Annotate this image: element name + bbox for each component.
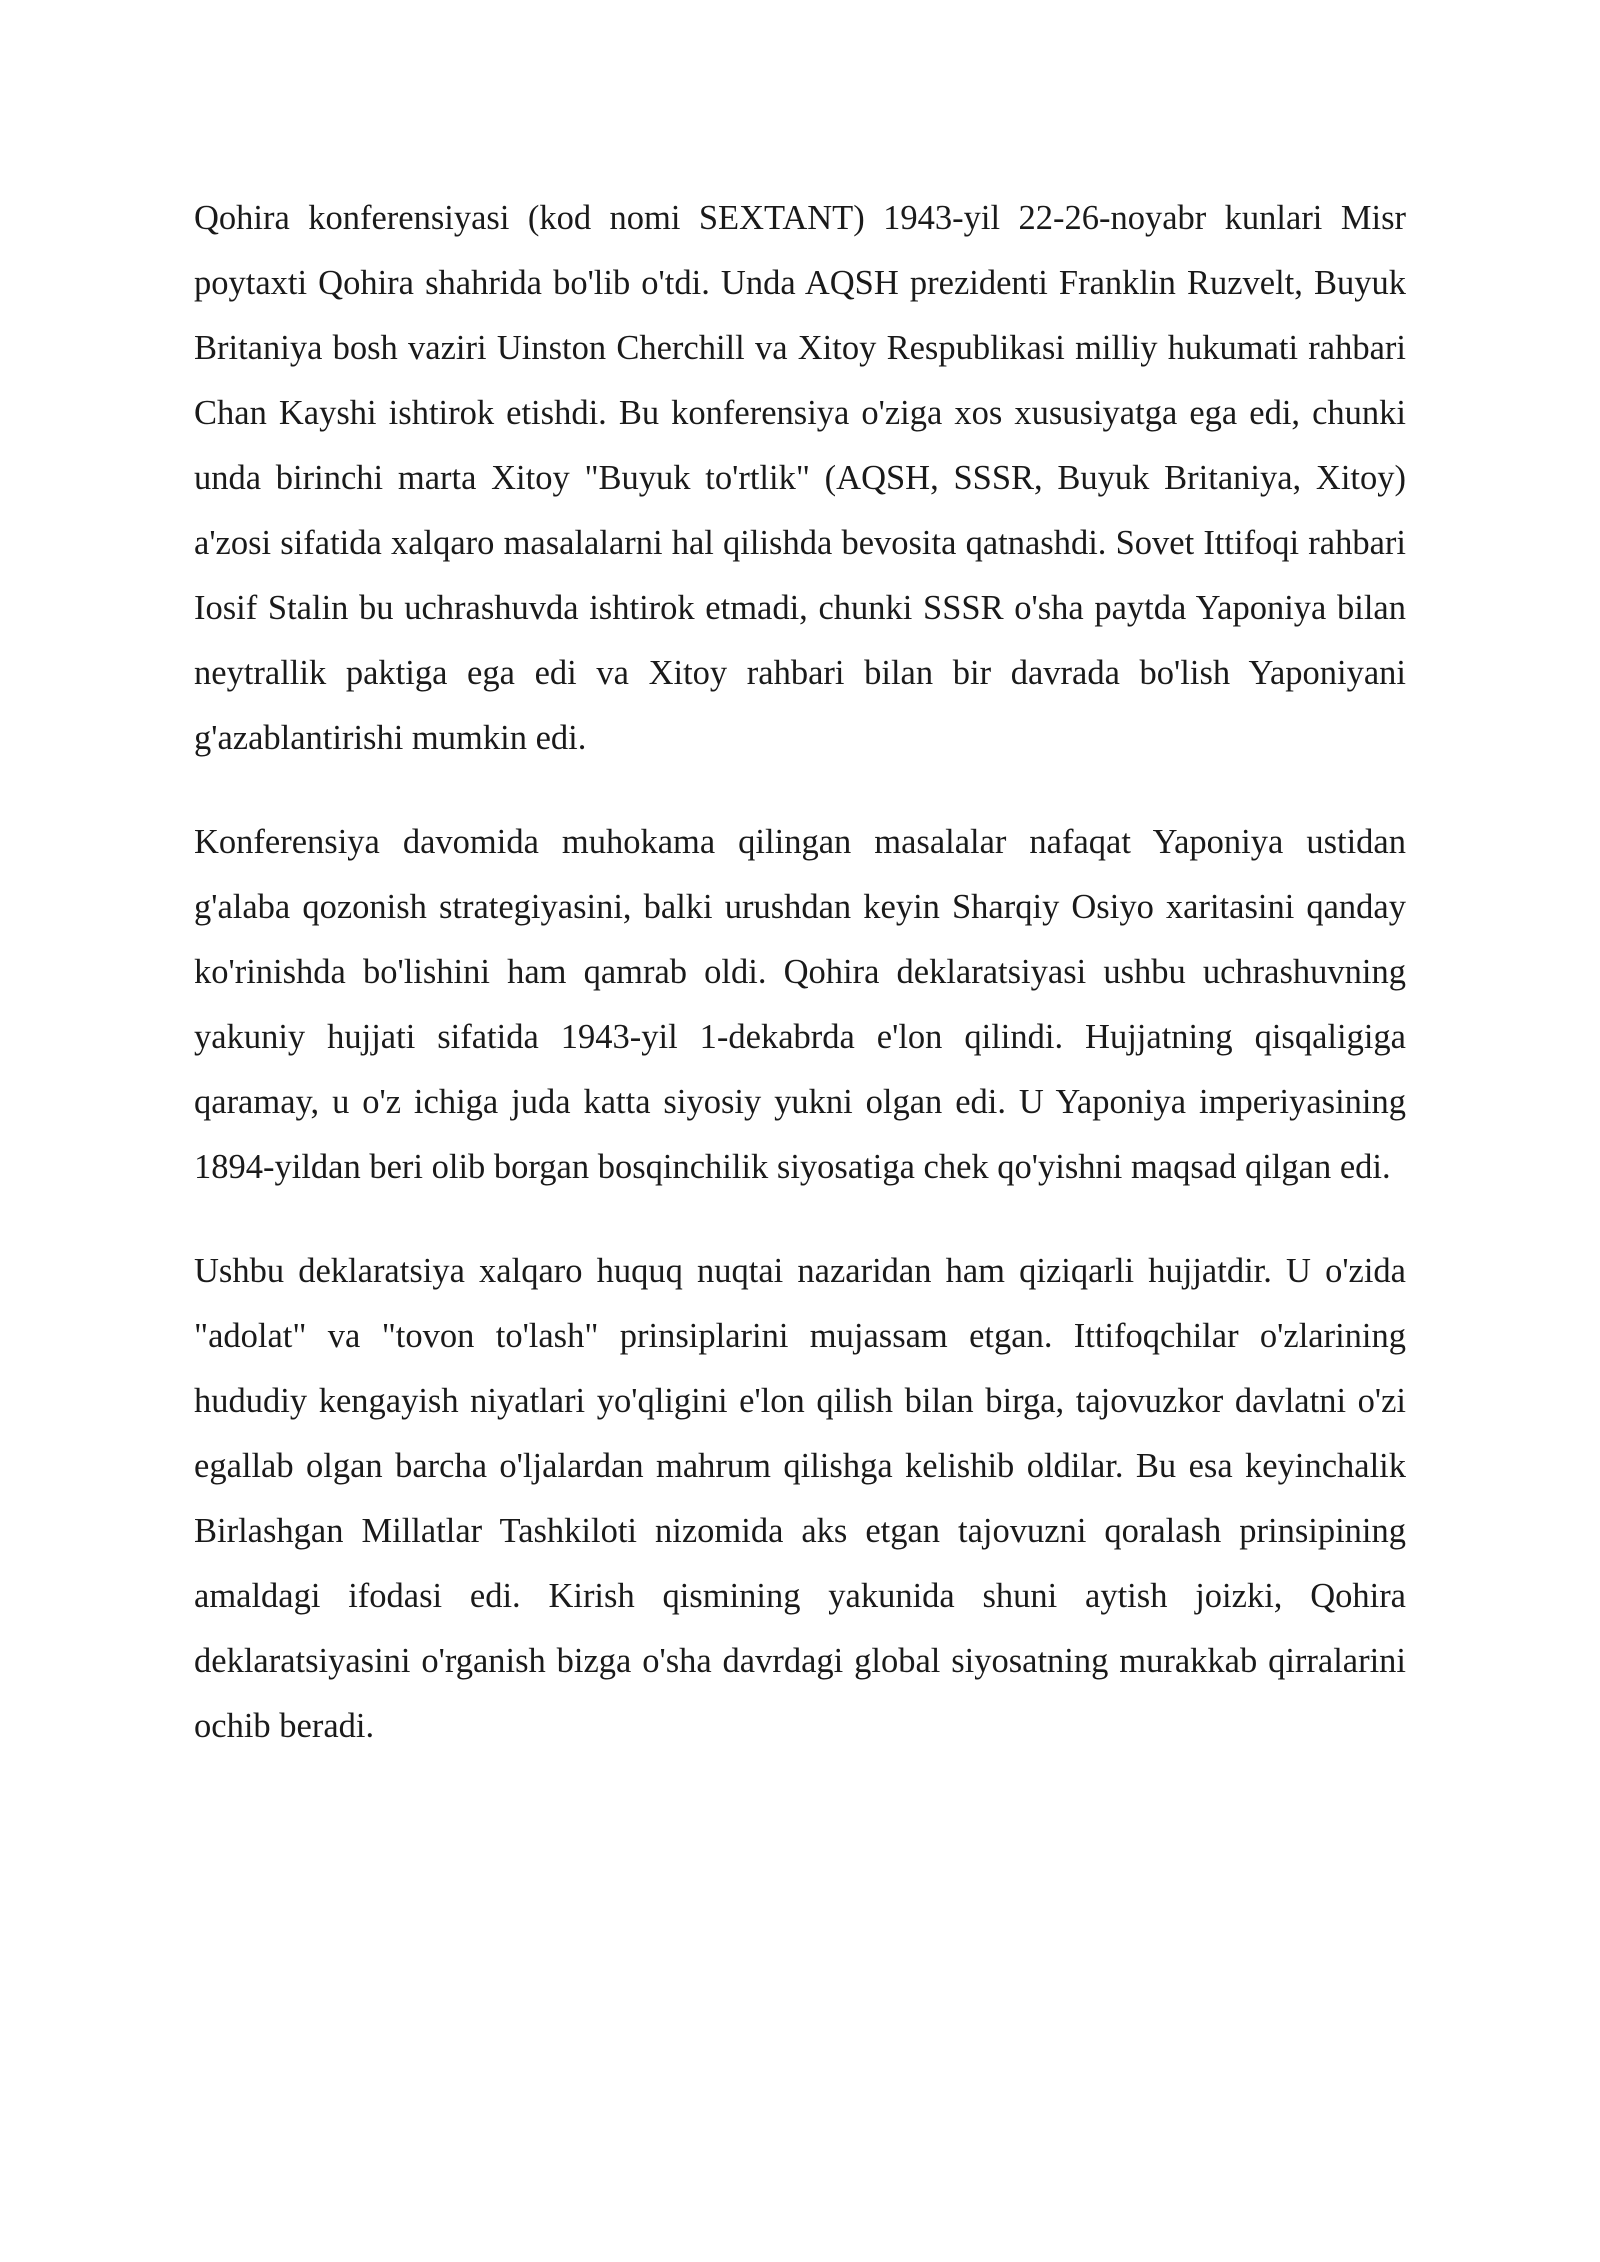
body-text (194, 186, 1406, 1798)
paragraph-3: Ushbu deklaratsiya xalqaro huquq nuqtai nazaridan ham qiziqarli hujjatdir. U o'zida "adolat" va "tovon to'lash" prinsiplarini mujassam etgan. Ittifoqchilar o'zlarining hududiy kengayish niyatlari yo'qligini e'lon qilish bilan birga, tajovuzkor davlatni o'zi egallab olgan barcha o'ljalardan mahrum qilishga kelishib oldilar. Bu esa keyinchalik Birlashgan Millatlar Tashkiloti nizomida aks etgan tajovuzni qoralash prinsipining amaldagi ifodasi edi. Kirish qismining yakunida shuni aytish joizki, Qohira deklaratsiyasini o'rganish bizga o'sha davrdagi global siyosatning murakkab qirralarini ochib beradi. (194, 1252, 1406, 1745)
paragraph-1: Qohira konferensiyasi (kod nomi SEXTANT) 1943-yil 22-26-noyabr kunlari Misr poytaxti Qohira shahrida bo'lib o'tdi. Unda AQSH prezidenti Franklin Ruzvelt, Buyuk Britaniya bosh vaziri Uinston Cherchill va Xitoy Respublikasi milliy hukumati rahbari Chan Kayshi ishtirok etishdi. Bu konferensiya o'ziga xos xususiyatga ega edi, chunki unda birinchi marta Xitoy "Buyuk to'rtlik" (AQSH, SSSR, Buyuk Britaniya, Xitoy) a'zosi sifatida xalqaro masalalarni hal qilishda bevosita qatnashdi. Sovet Ittifoqi rahbari Iosif Stalin bu uchrashuvda ishtirok etmadi, chunki SSSR o'sha paytda Yaponiya bilan neytrallik paktiga ega edi va Xitoy rahbari bilan bir davrada bo'lish Yaponiyani g'azablantirishi mumkin edi. (194, 199, 1406, 757)
paragraph-2: Konferensiya davomida muhokama qilingan masalalar nafaqat Yaponiya ustidan g'alaba qozonish strategiyasini, balki urushdan keyin Sharqiy Osiyo xaritasini qanday ko'rinishda bo'lishini ham qamrab oldi. Qohira deklaratsiyasi ushbu uchrashuvning yakuniy hujjati sifatida 1943-yil 1-dekabrda e'lon qilindi. Hujjatning qisqaligiga qaramay, u o'z ichiga juda katta siyosiy yukni olgan edi. U Yaponiya imperiyasining 1894-yildan beri olib borgan bosqinchilik siyosatiga chek qo'yishni maqsad qilgan edi. (194, 823, 1406, 1186)
